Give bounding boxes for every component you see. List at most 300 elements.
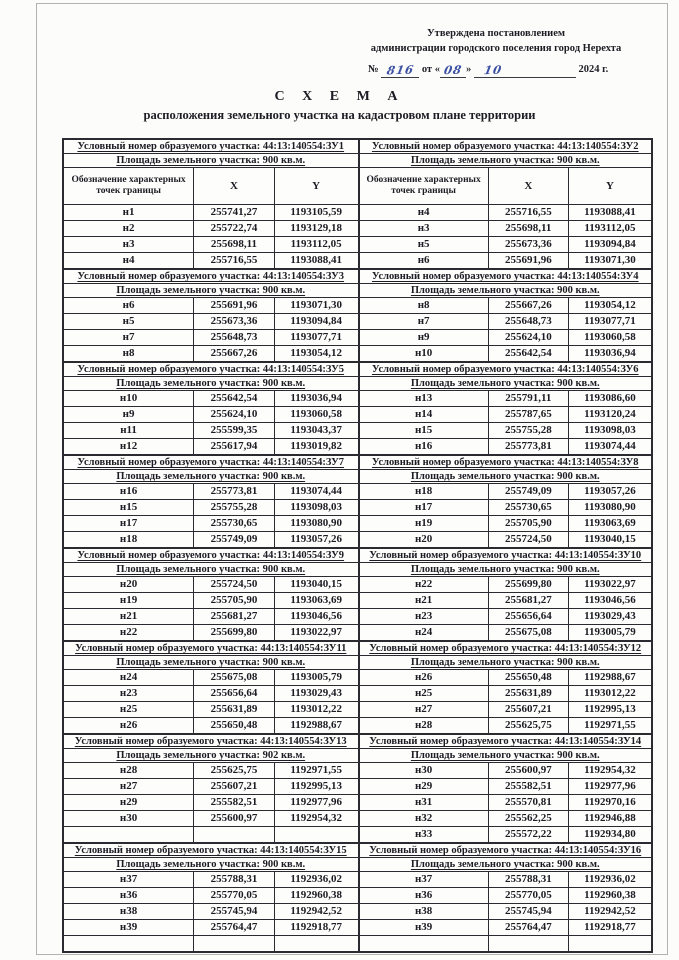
x-cell: 255624,10 (488, 330, 568, 345)
parcel-area-line (64, 656, 358, 670)
point-cell: н22 (119, 626, 138, 638)
point-cell: н19 (414, 517, 433, 529)
y-cell: 1193060,58 (568, 330, 651, 345)
x-cell: 255791,11 (488, 391, 568, 406)
parcel-number-line (360, 456, 652, 470)
table-row (64, 406, 358, 422)
point-cell: н11 (120, 424, 137, 436)
y-cell: 1193074,44 (274, 484, 358, 499)
point-cell: н30 (414, 764, 433, 776)
parcel-area-text: Площадь земельного участка: 900 кв.м. (410, 859, 600, 870)
y-cell: 1193036,94 (568, 346, 651, 361)
y-cell: 1193120,24 (568, 407, 651, 422)
point-cell: н5 (122, 315, 135, 327)
y-cell: 1193077,71 (274, 330, 358, 345)
x-cell: 255691,96 (193, 298, 274, 313)
parcel-area-text: Площадь земельного участка: 900 кв.м. (116, 378, 306, 389)
y-cell: 1193086,60 (568, 391, 651, 406)
table-row (360, 220, 652, 236)
x-cell: 255741,27 (193, 205, 274, 220)
table-row (360, 887, 652, 903)
x-cell: 255788,31 (193, 872, 274, 887)
parcel-area-text: Площадь земельного участка: 900 кв.м. (410, 285, 600, 296)
x-cell: 255773,81 (488, 439, 568, 454)
y-cell: 1192936,02 (568, 872, 651, 887)
point-cell: н23 (414, 610, 433, 622)
table-row (64, 778, 358, 794)
x-cell: 255755,28 (193, 500, 274, 515)
points-col-header: Обозначение характерных точек границы (71, 175, 186, 196)
y-cell: 1192934,80 (568, 827, 651, 842)
parcel-number-text: Условный номер образуемого участка: 44:13:140554:ЗУ6 (371, 364, 639, 375)
parcel-number-line (64, 140, 358, 154)
table-row (64, 515, 358, 531)
quote-open: « (434, 64, 440, 76)
parcel-area-line (360, 749, 652, 763)
parcel-number-text: Условный номер образуемого участка: 44:13:140554:ЗУ7 (77, 457, 345, 468)
y-cell: 1192936,02 (274, 872, 358, 887)
y-cell: 1193019,82 (274, 439, 358, 454)
x-cell: 255764,47 (193, 920, 274, 935)
day-blank (440, 62, 466, 78)
point-cell: н16 (119, 485, 138, 497)
y-cell: 1193040,15 (568, 532, 651, 547)
point-cell: н25 (119, 703, 138, 715)
x-cell: 255675,08 (488, 625, 568, 640)
x-cell: 255749,09 (193, 532, 274, 547)
x-cell: 255570,81 (488, 795, 568, 810)
table-row (360, 903, 652, 919)
point-cell: н15 (119, 501, 138, 513)
table-row (360, 935, 652, 951)
x-cell (488, 936, 568, 951)
y-cell: 1192942,52 (274, 904, 358, 919)
point-cell: н39 (414, 921, 433, 933)
parcel-area-text: Площадь земельного участка: 900 кв.м. (410, 378, 600, 389)
table-row (360, 484, 652, 499)
point-cell: н36 (414, 889, 433, 901)
x-cell: 255681,27 (193, 609, 274, 624)
table-row (64, 391, 358, 406)
parcel-block (64, 842, 358, 951)
table-row (360, 685, 652, 701)
point-cell: н29 (119, 796, 138, 808)
x-cell: 255642,54 (488, 346, 568, 361)
y-cell: 1193080,90 (568, 500, 651, 515)
y-cell: 1193094,84 (274, 314, 358, 329)
y-cell: 1193088,41 (568, 205, 651, 220)
parcel-block (360, 268, 652, 361)
parcel-block (360, 640, 652, 733)
table-row (360, 872, 652, 887)
table-row (64, 701, 358, 717)
table-row (64, 236, 358, 252)
table-row (360, 670, 652, 685)
table-row (360, 577, 652, 592)
point-cell: н15 (414, 424, 433, 436)
x-cell: 255699,80 (193, 625, 274, 640)
x-cell: 255673,36 (193, 314, 274, 329)
x-cell: 255642,54 (193, 391, 274, 406)
parcel-number-line (360, 140, 652, 154)
point-cell: н28 (119, 764, 138, 776)
x-cell: 255745,94 (488, 904, 568, 919)
parcel-area-line (64, 377, 358, 391)
y-cell: 1192970,16 (568, 795, 651, 810)
table-row (64, 422, 358, 438)
approval-line-1: Утверждена постановлением (426, 28, 566, 39)
point-cell: н2 (122, 222, 135, 234)
point-cell: н33 (414, 828, 433, 840)
parcel-number-line (360, 270, 652, 284)
parcel-number-line (64, 363, 358, 377)
parcel-block (64, 268, 358, 361)
parcel-area-line (360, 154, 652, 168)
table-row (64, 794, 358, 810)
y-cell (568, 936, 651, 951)
point-cell: н20 (414, 533, 433, 545)
y-cell: 1193029,43 (568, 609, 651, 624)
table-row (360, 438, 652, 454)
table-row (64, 499, 358, 515)
parcel-area-text: Площадь земельного участка: 900 кв.м. (116, 657, 306, 668)
parcel-block (64, 454, 358, 547)
parcel-number-line (360, 735, 652, 749)
table-row (360, 826, 652, 842)
table-row (64, 763, 358, 778)
y-cell: 1193077,71 (568, 314, 651, 329)
y-cell: 1193046,56 (568, 593, 651, 608)
x-cell: 255572,22 (488, 827, 568, 842)
parcel-area-line (360, 377, 652, 391)
table-row (360, 608, 652, 624)
parcel-block (64, 640, 358, 733)
y-cell: 1192977,96 (274, 795, 358, 810)
y-cell: 1192977,96 (568, 779, 651, 794)
y-cell: 1192918,77 (568, 920, 651, 935)
y-cell: 1193105,59 (274, 205, 358, 220)
quote-close: » (465, 64, 472, 76)
x-cell: 255730,65 (193, 516, 274, 531)
document-number-blank (381, 62, 419, 78)
point-cell: н10 (414, 347, 433, 359)
parcel-tables-grid (62, 138, 653, 953)
x-cell (193, 827, 274, 842)
point-cell: н6 (122, 299, 135, 311)
x-cell: 255675,08 (193, 670, 274, 685)
y-cell: 1193054,12 (568, 298, 651, 313)
x-cell: 255625,75 (193, 763, 274, 778)
y-cell: 1193063,69 (568, 516, 651, 531)
x-cell: 255764,47 (488, 920, 568, 935)
y-cell: 1192954,32 (568, 763, 651, 778)
table-row (64, 329, 358, 345)
table-row (64, 717, 358, 733)
y-cell: 1193057,26 (274, 532, 358, 547)
x-cell: 255656,64 (193, 686, 274, 701)
x-cell: 255724,50 (193, 577, 274, 592)
y-cell: 1193094,84 (568, 237, 651, 252)
parcel-number-text: Условный номер образуемого участка: 44:13:140554:ЗУ12 (369, 643, 642, 654)
y-cell: 1192918,77 (274, 920, 358, 935)
parcel-area-text: Площадь земельного участка: 900 кв.м. (410, 564, 600, 575)
x-cell: 255631,89 (488, 686, 568, 701)
point-cell: н31 (414, 796, 433, 808)
y-col-header: Y (274, 168, 358, 204)
table-row (360, 345, 652, 361)
x-cell: 255716,55 (488, 205, 568, 220)
parcel-number-line (64, 642, 358, 656)
parcel-number-line (64, 844, 358, 858)
page-subtitle: расположения земельного участка на кадастровом плане территории (143, 108, 536, 122)
x-cell: 255650,48 (488, 670, 568, 685)
point-cell (64, 936, 193, 951)
parcel-area-text: Площадь земельного участка: 900 кв.м. (410, 155, 600, 166)
point-cell: н18 (119, 533, 138, 545)
y-cell: 1193029,43 (274, 686, 358, 701)
points-col-header: Обозначение характерных точек границы (366, 175, 481, 196)
parcel-number-text: Условный номер образуемого участка: 44:13:140554:ЗУ14 (369, 736, 642, 747)
point-cell: н38 (119, 905, 138, 917)
page-title: С Х Е М А (274, 89, 405, 104)
table-row (64, 887, 358, 903)
approval-stamp-block (326, 27, 666, 78)
y-cell: 1193012,22 (568, 686, 651, 701)
table-row (64, 298, 358, 313)
x-cell: 255787,65 (488, 407, 568, 422)
point-cell: н3 (122, 238, 135, 250)
parcel-area-line (360, 470, 652, 484)
parcel-area-line (64, 858, 358, 872)
table-row (360, 298, 652, 313)
y-cell: 1192942,52 (568, 904, 651, 919)
table-row (360, 717, 652, 733)
parcel-block (64, 547, 358, 640)
table-row (360, 763, 652, 778)
y-cell: 1193129,18 (274, 221, 358, 236)
x-cell: 255582,51 (193, 795, 274, 810)
parcel-area-text: Площадь земельного участка: 900 кв.м. (116, 471, 306, 482)
point-cell: н8 (417, 299, 430, 311)
y-cell: 1192988,67 (274, 718, 358, 733)
x-cell: 255745,94 (193, 904, 274, 919)
point-cell: н27 (414, 703, 433, 715)
point-cell: н24 (119, 671, 138, 683)
table-row (360, 794, 652, 810)
parcel-block (360, 454, 652, 547)
point-cell: н6 (417, 254, 430, 266)
point-cell: н32 (414, 812, 433, 824)
x-cell: 255681,27 (488, 593, 568, 608)
y-cell: 1193060,58 (274, 407, 358, 422)
table-row (64, 903, 358, 919)
parcel-area-line (64, 470, 358, 484)
table-row (360, 919, 652, 935)
table-row (360, 515, 652, 531)
y-cell: 1193022,97 (274, 625, 358, 640)
parcel-area-line (360, 284, 652, 298)
y-cell (274, 936, 358, 951)
point-cell: н8 (122, 347, 135, 359)
table-row (64, 577, 358, 592)
x-cell: 255562,25 (488, 811, 568, 826)
parcel-number-line (64, 270, 358, 284)
parcel-area-line (360, 656, 652, 670)
point-cell: н36 (119, 889, 138, 901)
parcel-block (360, 547, 652, 640)
point-cell: н37 (414, 873, 433, 885)
point-cell: н10 (119, 392, 138, 404)
table-row (64, 810, 358, 826)
parcel-number-text: Условный номер образуемого участка: 44:13:140554:ЗУ3 (77, 271, 345, 282)
y-col-header: Y (568, 168, 651, 204)
table-row (64, 205, 358, 220)
x-cell: 255724,50 (488, 532, 568, 547)
table-row (64, 220, 358, 236)
x-cell: 255770,05 (193, 888, 274, 903)
y-cell: 1193046,56 (274, 609, 358, 624)
y-cell: 1193071,30 (568, 253, 651, 268)
point-cell: н5 (417, 238, 430, 250)
y-cell: 1193071,30 (274, 298, 358, 313)
x-cell: 255625,75 (488, 718, 568, 733)
y-cell: 1192971,55 (274, 763, 358, 778)
parcel-area-text: Площадь земельного участка: 900 кв.м. (410, 657, 600, 668)
x-cell (193, 936, 274, 951)
point-cell: н4 (122, 254, 135, 266)
point-cell: н25 (414, 687, 433, 699)
parcel-area-line (64, 563, 358, 577)
tables-left-column (64, 140, 358, 951)
table-row (64, 484, 358, 499)
y-cell: 1193098,03 (274, 500, 358, 515)
y-cell: 1193098,03 (568, 423, 651, 438)
point-cell: н3 (417, 222, 430, 234)
y-cell: 1193036,94 (274, 391, 358, 406)
table-row (64, 608, 358, 624)
table-row (64, 919, 358, 935)
point-cell: н4 (417, 206, 430, 218)
approval-line-2: администрации городского поселения город Нерехта (370, 42, 622, 54)
x-cell: 255722,74 (193, 221, 274, 236)
point-cell: н26 (119, 719, 138, 731)
point-cell: н28 (414, 719, 433, 731)
y-cell: 1192995,13 (274, 779, 358, 794)
x-cell: 255648,73 (488, 314, 568, 329)
x-cell: 255673,36 (488, 237, 568, 252)
y-cell: 1193012,22 (274, 702, 358, 717)
point-cell: н30 (119, 812, 138, 824)
ot-label: от (421, 64, 433, 76)
table-row (360, 624, 652, 640)
x-col-header: X (488, 168, 568, 204)
table-row (360, 313, 652, 329)
point-cell: н1 (122, 206, 135, 218)
point-cell (360, 936, 488, 951)
parcel-area-text: Площадь земельного участка: 900 кв.м. (116, 564, 306, 575)
point-cell: н39 (119, 921, 138, 933)
parcel-number-line (360, 549, 652, 563)
x-col-header: X (193, 168, 274, 204)
point-cell: н22 (414, 578, 433, 590)
x-cell: 255699,80 (488, 577, 568, 592)
y-cell: 1193080,90 (274, 516, 358, 531)
point-cell: н17 (119, 517, 138, 529)
parcel-number-text: Условный номер образуемого участка: 44:13:140554:ЗУ13 (74, 736, 347, 747)
x-cell: 255648,73 (193, 330, 274, 345)
parcel-area-line (64, 749, 358, 763)
x-cell: 255582,51 (488, 779, 568, 794)
parcel-area-text: Площадь земельного участка: 900 кв.м. (116, 285, 306, 296)
parcel-block (360, 842, 652, 951)
point-cell: н21 (414, 594, 433, 606)
parcel-number-line (64, 735, 358, 749)
y-cell: 1192960,38 (274, 888, 358, 903)
table-row (360, 810, 652, 826)
x-cell: 255770,05 (488, 888, 568, 903)
table-row (64, 592, 358, 608)
table-row (64, 826, 358, 842)
x-cell: 255600,97 (488, 763, 568, 778)
parcel-number-text: Условный номер образуемого участка: 44:13:140554:ЗУ1 (77, 141, 345, 152)
x-cell: 255705,90 (488, 516, 568, 531)
parcel-block (360, 140, 652, 268)
x-cell: 255698,11 (488, 221, 568, 236)
point-cell: н14 (414, 408, 433, 420)
y-cell: 1193040,15 (274, 577, 358, 592)
y-cell: 1193088,41 (274, 253, 358, 268)
parcel-number-text: Условный номер образуемого участка: 44:13:140554:ЗУ8 (371, 457, 639, 468)
x-cell: 255607,21 (193, 779, 274, 794)
table-row (360, 252, 652, 268)
table-row (64, 313, 358, 329)
parcel-area-line (64, 284, 358, 298)
y-cell: 1192971,55 (568, 718, 651, 733)
y-cell: 1193043,37 (274, 423, 358, 438)
month-blank (474, 62, 576, 78)
y-cell: 1193054,12 (274, 346, 358, 361)
y-cell: 1193112,05 (568, 221, 651, 236)
document-number-handwritten: 816 (385, 62, 416, 78)
y-cell: 1193005,79 (274, 670, 358, 685)
parcel-number-text: Условный номер образуемого участка: 44:13:140554:ЗУ2 (371, 141, 639, 152)
parcel-block (64, 361, 358, 454)
parcel-block (64, 733, 358, 842)
point-cell: н29 (414, 780, 433, 792)
x-cell: 255600,97 (193, 811, 274, 826)
y-cell: 1192995,13 (568, 702, 651, 717)
x-cell: 255607,21 (488, 702, 568, 717)
table-row (64, 670, 358, 685)
table-row (360, 329, 652, 345)
table-row (360, 531, 652, 547)
point-cell: н37 (119, 873, 138, 885)
x-cell: 255705,90 (193, 593, 274, 608)
column-header-row (64, 168, 358, 205)
parcel-number-text: Условный номер образуемого участка: 44:13:140554:ЗУ10 (369, 550, 642, 561)
point-cell: н38 (414, 905, 433, 917)
parcel-number-line (64, 456, 358, 470)
table-row (64, 252, 358, 268)
table-row (64, 345, 358, 361)
table-row (360, 205, 652, 220)
point-cell (64, 827, 193, 842)
table-row (64, 685, 358, 701)
number-sign-label: № (368, 64, 379, 76)
parcel-number-text: Условный номер образуемого участка: 44:13:140554:ЗУ9 (77, 550, 345, 561)
table-row (360, 406, 652, 422)
y-cell: 1192960,38 (568, 888, 651, 903)
